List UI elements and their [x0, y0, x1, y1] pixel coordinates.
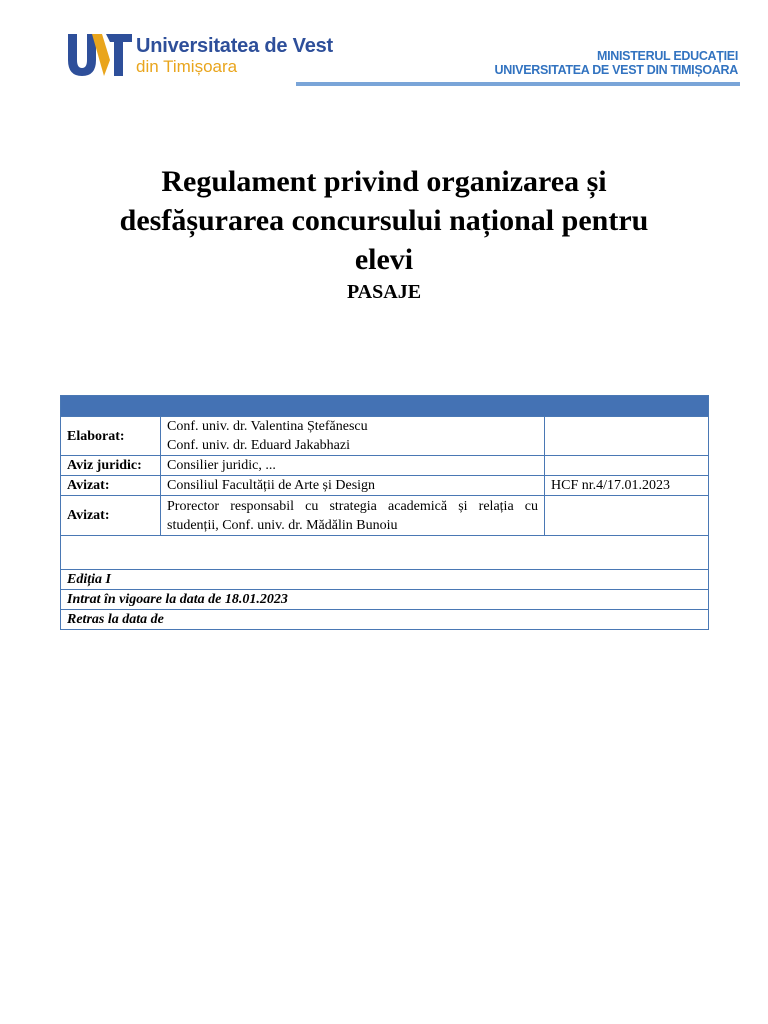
title-line-3: elevi: [354, 243, 414, 276]
title-line-1: Regulament privind organizarea și: [161, 165, 607, 198]
title-line-2: desfășurarea concursului național pentru: [119, 204, 649, 237]
row-content: [161, 417, 545, 456]
author-1: Conf. univ. dr. Valentina Ștefănescu: [167, 419, 368, 434]
row-extra: [545, 456, 709, 476]
row-extra: [545, 496, 709, 536]
in-force-text: Intrat în vigoare la data de 18.01.2023: [61, 590, 709, 610]
uvt-emblem-icon: [66, 30, 132, 80]
row-content: Prorector responsabil cu strategia academică și relația cu studenții, Conf. univ. dr. Mădălin Bunoiu: [161, 496, 545, 536]
table-row-avizat-prorector: [61, 496, 709, 536]
document-subtitle: PASAJE: [346, 281, 422, 303]
row-label: Elaborat:: [61, 417, 161, 456]
document-title: [84, 162, 684, 279]
header-rule: [296, 82, 740, 86]
edition-text: Ediția I: [61, 570, 709, 590]
author-2: Conf. univ. dr. Eduard Jakabhazi: [167, 438, 350, 453]
row-label: Avizat:: [61, 496, 161, 536]
table-row-elaborat: [61, 417, 709, 456]
row-label: Avizat:: [61, 476, 161, 496]
table-row-edition: [61, 570, 709, 590]
row-extra: HCF nr.4/17.01.2023: [545, 476, 709, 496]
row-content: Consilier juridic, ...: [161, 456, 545, 476]
logo-name-line2: din Timișoara: [136, 56, 238, 76]
table-row-aviz-juridic: [61, 456, 709, 476]
university-logo: [66, 30, 333, 80]
table-row-withdrawn: [61, 610, 709, 630]
approval-table: [60, 395, 709, 630]
header-university: UNIVERSITATEA DE VEST DIN TIMIȘOARA: [494, 63, 738, 77]
table-row-empty: [61, 536, 709, 570]
row-extra: [545, 417, 709, 456]
table-row-avizat-faculty: [61, 476, 709, 496]
header-ministry: MINISTERUL EDUCAȚIEI: [597, 49, 738, 63]
logo-name-line1: Universitatea de Vest: [136, 34, 334, 57]
row-label: Aviz juridic:: [61, 456, 161, 476]
table-row-in-force: [61, 590, 709, 610]
header-institution: [495, 49, 738, 77]
row-content: Consiliul Facultății de Arte și Design: [161, 476, 545, 496]
withdrawn-text: Retras la data de: [61, 610, 709, 630]
table-header-band: [61, 396, 709, 417]
